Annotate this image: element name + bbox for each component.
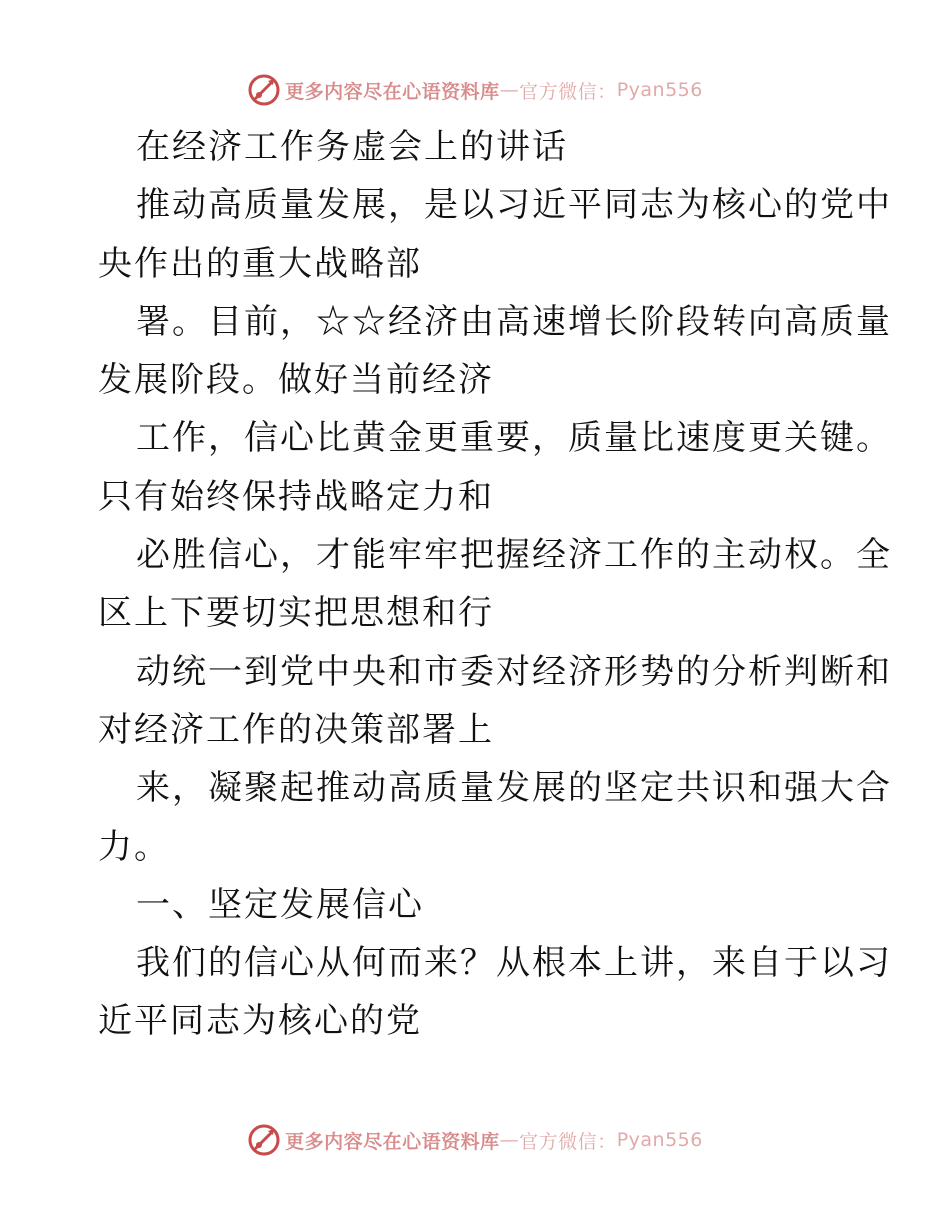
text-line: 在经济工作务虚会上的讲话 (136, 127, 568, 167)
brush-logo-icon (247, 1123, 281, 1157)
watermark-site-text: 更多内容尽在心语资料库 (285, 80, 500, 103)
watermark-dash: — (499, 79, 520, 101)
text-line: 央作出的重大战略部 (98, 243, 422, 284)
text-line: 推动高质量发展，是以习近平同志为核心的党中 (136, 185, 892, 226)
text-line: 区上下要切实把思想和行 (98, 593, 494, 634)
text-line: 必胜信心，才能牢牢把握经济工作的主动权。全 (136, 535, 892, 576)
header-watermark (0, 70, 950, 110)
document-text (98, 118, 892, 1051)
document-body (98, 118, 892, 1051)
text-line: 力。 (98, 826, 170, 867)
watermark-wechat-label: 官方微信： (519, 1130, 617, 1153)
footer-watermark (0, 1120, 950, 1160)
text-line: 我们的信心从何而来？从根本上讲，来自于以习 (136, 943, 892, 984)
text-line: 动统一到党中央和市委对经济形势的分析判断和 (136, 651, 892, 692)
brush-logo-icon (247, 73, 281, 107)
watermark-wechat-id: Pyan556 (616, 79, 703, 101)
text-line: 来，凝聚起推动高质量发展的坚定共识和强大合 (136, 768, 892, 809)
text-line: 对经济工作的决策部署上 (98, 709, 494, 750)
watermark-site-text: 更多内容尽在心语资料库 (285, 1130, 500, 1153)
watermark-wechat-label: 官方微信： (519, 80, 617, 103)
text-line: 只有始终保持战略定力和 (98, 476, 494, 517)
text-line: 发展阶段。做好当前经济 (98, 360, 494, 401)
text-line: 近平同志为核心的党 (98, 1001, 422, 1042)
text-line: 工作，信心比黄金更重要，质量比速度更关键。 (136, 418, 892, 459)
text-line: 署。目前，☆☆经济由高速增长阶段转向高质量 (136, 301, 892, 342)
watermark-wechat-id: Pyan556 (616, 1129, 703, 1151)
watermark-dash: — (499, 1129, 520, 1151)
text-line: 一、坚定发展信心 (136, 884, 424, 925)
